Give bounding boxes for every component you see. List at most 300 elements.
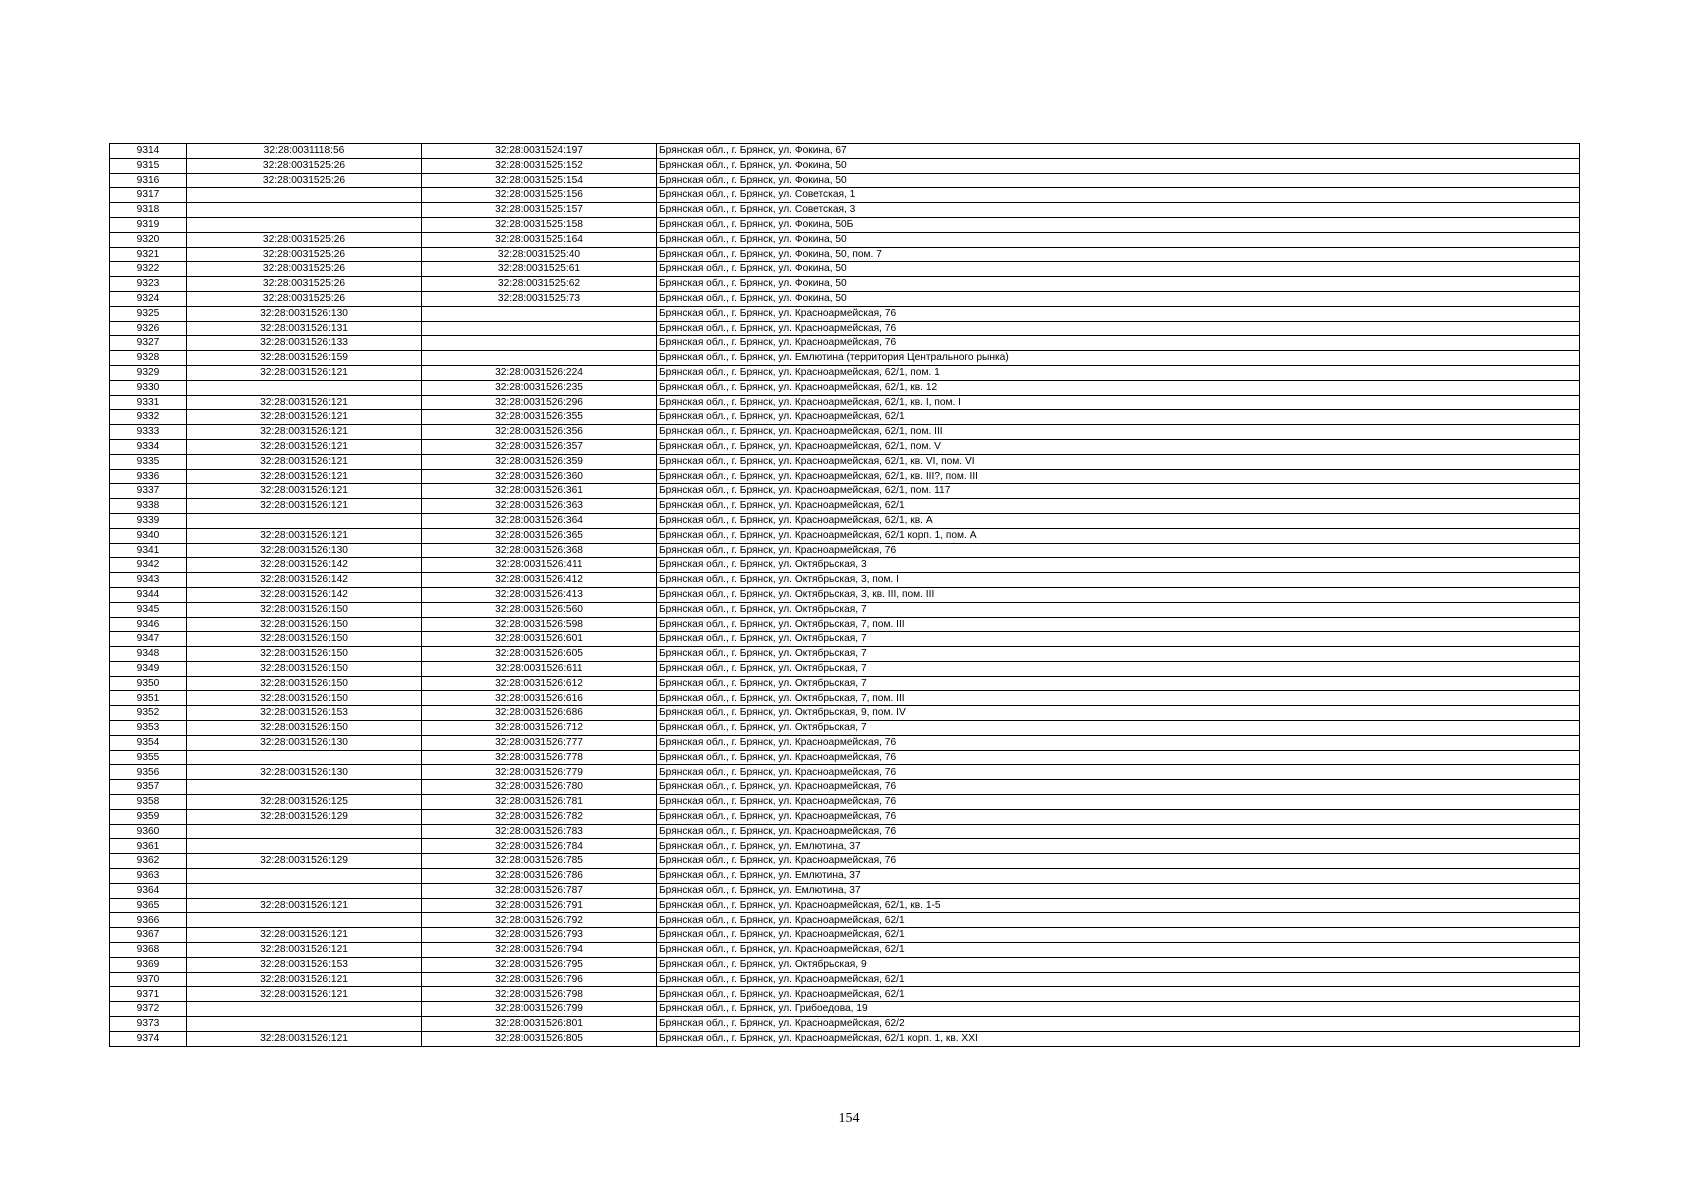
table-row (110, 1031, 1580, 1046)
parcel-number-cell: 32:28:0031526:159 (187, 351, 422, 366)
row-number-cell: 9336 (110, 469, 187, 484)
row-number-cell: 9359 (110, 809, 187, 824)
table-row (110, 706, 1580, 721)
parcel-number-cell: 32:28:0031526:150 (187, 602, 422, 617)
table-row (110, 247, 1580, 262)
table-row (110, 913, 1580, 928)
address-cell: Брянская обл., г. Брянск, ул. Красноармейская, 76 (657, 780, 1580, 795)
address-cell: Брянская обл., г. Брянск, ул. Октябрьская, 3 (657, 558, 1580, 573)
row-number-cell: 9341 (110, 543, 187, 558)
address-cell: Брянская обл., г. Брянск, ул. Красноармейская, 62/1, кв. 1-5 (657, 898, 1580, 913)
table-row (110, 661, 1580, 676)
table-row (110, 188, 1580, 203)
address-cell: Брянская обл., г. Брянск, ул. Октябрьская, 7 (657, 602, 1580, 617)
object-number-cell: 32:28:0031526:296 (422, 395, 657, 410)
object-number-cell: 32:28:0031525:62 (422, 277, 657, 292)
address-cell: Брянская обл., г. Брянск, ул. Октябрьская, 3, кв. III, пом. III (657, 587, 1580, 602)
object-number-cell: 32:28:0031525:158 (422, 217, 657, 232)
table-row (110, 602, 1580, 617)
parcel-number-cell: 32:28:0031526:121 (187, 987, 422, 1002)
object-number-cell: 32:28:0031526:560 (422, 602, 657, 617)
parcel-number-cell (187, 1002, 422, 1017)
parcel-number-cell: 32:28:0031526:130 (187, 306, 422, 321)
parcel-number-cell: 32:28:0031526:121 (187, 439, 422, 454)
parcel-number-cell: 32:28:0031525:26 (187, 277, 422, 292)
table-row (110, 262, 1580, 277)
address-cell: Брянская обл., г. Брянск, ул. Фокина, 50, пом. 7 (657, 247, 1580, 262)
row-number-cell: 9372 (110, 1002, 187, 1017)
address-cell: Брянская обл., г. Брянск, ул. Фокина, 50 (657, 291, 1580, 306)
address-cell: Брянская обл., г. Брянск, ул. Октябрьская, 7 (657, 661, 1580, 676)
table-row (110, 232, 1580, 247)
row-number-cell: 9356 (110, 765, 187, 780)
parcel-number-cell (187, 203, 422, 218)
row-number-cell: 9325 (110, 306, 187, 321)
object-number-cell: 32:28:0031525:61 (422, 262, 657, 277)
parcel-number-cell: 32:28:0031526:150 (187, 632, 422, 647)
row-number-cell: 9337 (110, 484, 187, 499)
object-number-cell: 32:28:0031526:598 (422, 617, 657, 632)
registry-table-body (110, 144, 1580, 1047)
object-number-cell: 32:28:0031526:712 (422, 721, 657, 736)
row-number-cell: 9360 (110, 824, 187, 839)
row-number-cell: 9361 (110, 839, 187, 854)
table-row (110, 587, 1580, 602)
object-number-cell: 32:28:0031525:164 (422, 232, 657, 247)
parcel-number-cell (187, 913, 422, 928)
row-number-cell: 9328 (110, 351, 187, 366)
address-cell: Брянская обл., г. Брянск, ул. Октябрьская, 9, пом. IV (657, 706, 1580, 721)
parcel-number-cell: 32:28:0031526:121 (187, 972, 422, 987)
object-number-cell: 32:28:0031526:786 (422, 869, 657, 884)
table-row (110, 765, 1580, 780)
object-number-cell: 32:28:0031526:601 (422, 632, 657, 647)
table-row (110, 425, 1580, 440)
row-number-cell: 9327 (110, 336, 187, 351)
row-number-cell: 9366 (110, 913, 187, 928)
row-number-cell: 9322 (110, 262, 187, 277)
object-number-cell: 32:28:0031526:357 (422, 439, 657, 454)
object-number-cell: 32:28:0031525:154 (422, 173, 657, 188)
address-cell: Брянская обл., г. Брянск, ул. Красноармейская, 76 (657, 543, 1580, 558)
address-cell: Брянская обл., г. Брянск, ул. Красноармейская, 76 (657, 735, 1580, 750)
address-cell: Брянская обл., г. Брянск, ул. Красноармейская, 76 (657, 795, 1580, 810)
address-cell: Брянская обл., г. Брянск, ул. Емлютина (территория Центрального рынка) (657, 351, 1580, 366)
object-number-cell: 32:28:0031526:356 (422, 425, 657, 440)
address-cell: Брянская обл., г. Брянск, ул. Советская, 1 (657, 188, 1580, 203)
parcel-number-cell (187, 1017, 422, 1032)
object-number-cell: 32:28:0031525:156 (422, 188, 657, 203)
parcel-number-cell: 32:28:0031526:121 (187, 1031, 422, 1046)
address-cell: Брянская обл., г. Брянск, ул. Красноармейская, 76 (657, 321, 1580, 336)
object-number-cell: 32:28:0031526:794 (422, 943, 657, 958)
address-cell: Брянская обл., г. Брянск, ул. Красноармейская, 62/1, пом. 117 (657, 484, 1580, 499)
object-number-cell: 32:28:0031526:777 (422, 735, 657, 750)
parcel-number-cell: 32:28:0031526:142 (187, 587, 422, 602)
row-number-cell: 9326 (110, 321, 187, 336)
table-row (110, 647, 1580, 662)
address-cell: Брянская обл., г. Брянск, ул. Красноармейская, 62/1, кв. VI, пом. VI (657, 454, 1580, 469)
table-row (110, 898, 1580, 913)
object-number-cell: 32:28:0031526:792 (422, 913, 657, 928)
table-row (110, 336, 1580, 351)
object-number-cell: 32:28:0031526:791 (422, 898, 657, 913)
object-number-cell: 32:28:0031526:787 (422, 883, 657, 898)
parcel-number-cell: 32:28:0031526:121 (187, 425, 422, 440)
table-row (110, 780, 1580, 795)
table-row (110, 809, 1580, 824)
address-cell: Брянская обл., г. Брянск, ул. Октябрьская, 7 (657, 721, 1580, 736)
object-number-cell: 32:28:0031526:611 (422, 661, 657, 676)
parcel-number-cell (187, 883, 422, 898)
table-row (110, 676, 1580, 691)
address-cell: Брянская обл., г. Брянск, ул. Октябрьская, 9 (657, 957, 1580, 972)
object-number-cell: 32:28:0031526:798 (422, 987, 657, 1002)
parcel-number-cell: 32:28:0031526:130 (187, 765, 422, 780)
address-cell: Брянская обл., г. Брянск, ул. Красноармейская, 62/1 корп. 1, кв. XXI (657, 1031, 1580, 1046)
object-number-cell: 32:28:0031526:781 (422, 795, 657, 810)
table-row (110, 1017, 1580, 1032)
table-row (110, 306, 1580, 321)
parcel-number-cell (187, 217, 422, 232)
object-number-cell: 32:28:0031526:782 (422, 809, 657, 824)
row-number-cell: 9317 (110, 188, 187, 203)
parcel-number-cell: 32:28:0031525:26 (187, 247, 422, 262)
parcel-number-cell (187, 380, 422, 395)
row-number-cell: 9351 (110, 691, 187, 706)
object-number-cell: 32:28:0031526:355 (422, 410, 657, 425)
address-cell: Брянская обл., г. Брянск, ул. Фокина, 50 (657, 158, 1580, 173)
table-row (110, 291, 1580, 306)
table-row (110, 1002, 1580, 1017)
parcel-number-cell: 32:28:0031526:121 (187, 528, 422, 543)
parcel-number-cell: 32:28:0031526:153 (187, 706, 422, 721)
address-cell: Брянская обл., г. Брянск, ул. Красноармейская, 62/1, кв. I, пом. I (657, 395, 1580, 410)
object-number-cell (422, 351, 657, 366)
parcel-number-cell (187, 780, 422, 795)
parcel-number-cell: 32:28:0031526:129 (187, 854, 422, 869)
table-row (110, 277, 1580, 292)
row-number-cell: 9330 (110, 380, 187, 395)
object-number-cell: 32:28:0031525:157 (422, 203, 657, 218)
object-number-cell: 32:28:0031524:197 (422, 144, 657, 159)
table-row (110, 217, 1580, 232)
table-row (110, 158, 1580, 173)
address-cell: Брянская обл., г. Брянск, ул. Красноармейская, 62/1, пом. V (657, 439, 1580, 454)
object-number-cell: 32:28:0031526:785 (422, 854, 657, 869)
table-row (110, 883, 1580, 898)
object-number-cell: 32:28:0031525:40 (422, 247, 657, 262)
address-cell: Брянская обл., г. Брянск, ул. Красноармейская, 62/1 корп. 1, пом. А (657, 528, 1580, 543)
object-number-cell: 32:28:0031526:799 (422, 1002, 657, 1017)
address-cell: Брянская обл., г. Брянск, ул. Октябрьская, 3, пом. I (657, 573, 1580, 588)
table-row (110, 395, 1580, 410)
object-number-cell: 32:28:0031526:411 (422, 558, 657, 573)
object-number-cell: 32:28:0031526:805 (422, 1031, 657, 1046)
row-number-cell: 9344 (110, 587, 187, 602)
row-number-cell: 9340 (110, 528, 187, 543)
row-number-cell: 9368 (110, 943, 187, 958)
address-cell: Брянская обл., г. Брянск, ул. Красноармейская, 62/1 (657, 972, 1580, 987)
object-number-cell (422, 321, 657, 336)
address-cell: Брянская обл., г. Брянск, ул. Емлютина, 37 (657, 839, 1580, 854)
table-row (110, 144, 1580, 159)
table-row (110, 558, 1580, 573)
table-row (110, 839, 1580, 854)
parcel-number-cell (187, 824, 422, 839)
address-cell: Брянская обл., г. Брянск, ул. Красноармейская, 76 (657, 750, 1580, 765)
parcel-number-cell: 32:28:0031526:129 (187, 809, 422, 824)
row-number-cell: 9320 (110, 232, 187, 247)
address-cell: Брянская обл., г. Брянск, ул. Красноармейская, 62/1 (657, 410, 1580, 425)
table-row (110, 795, 1580, 810)
parcel-number-cell: 32:28:0031526:121 (187, 943, 422, 958)
table-row (110, 484, 1580, 499)
row-number-cell: 9354 (110, 735, 187, 750)
row-number-cell: 9365 (110, 898, 187, 913)
row-number-cell: 9353 (110, 721, 187, 736)
parcel-number-cell: 32:28:0031526:150 (187, 661, 422, 676)
table-row (110, 543, 1580, 558)
table-row (110, 943, 1580, 958)
address-cell: Брянская обл., г. Брянск, ул. Красноармейская, 62/1 (657, 499, 1580, 514)
parcel-number-cell: 32:28:0031526:133 (187, 336, 422, 351)
address-cell: Брянская обл., г. Брянск, ул. Красноармейская, 62/1, кв. 12 (657, 380, 1580, 395)
table-row (110, 499, 1580, 514)
table-row (110, 454, 1580, 469)
object-number-cell (422, 306, 657, 321)
table-row (110, 321, 1580, 336)
address-cell: Брянская обл., г. Брянск, ул. Красноармейская, 76 (657, 809, 1580, 824)
row-number-cell: 9339 (110, 513, 187, 528)
table-row (110, 469, 1580, 484)
row-number-cell: 9363 (110, 869, 187, 884)
row-number-cell: 9362 (110, 854, 187, 869)
row-number-cell: 9315 (110, 158, 187, 173)
object-number-cell: 32:28:0031526:686 (422, 706, 657, 721)
address-cell: Брянская обл., г. Брянск, ул. Фокина, 50 (657, 262, 1580, 277)
object-number-cell: 32:28:0031526:224 (422, 365, 657, 380)
address-cell: Брянская обл., г. Брянск, ул. Красноармейская, 62/1 (657, 943, 1580, 958)
object-number-cell: 32:28:0031526:235 (422, 380, 657, 395)
row-number-cell: 9352 (110, 706, 187, 721)
object-number-cell: 32:28:0031526:360 (422, 469, 657, 484)
address-cell: Брянская обл., г. Брянск, ул. Красноармейская, 62/2 (657, 1017, 1580, 1032)
row-number-cell: 9355 (110, 750, 187, 765)
registry-table (109, 143, 1580, 1047)
table-row (110, 869, 1580, 884)
table-row (110, 203, 1580, 218)
parcel-number-cell: 32:28:0031526:121 (187, 454, 422, 469)
table-row (110, 928, 1580, 943)
object-number-cell: 32:28:0031526:412 (422, 573, 657, 588)
row-number-cell: 9334 (110, 439, 187, 454)
row-number-cell: 9319 (110, 217, 187, 232)
object-number-cell: 32:28:0031526:796 (422, 972, 657, 987)
table-row (110, 854, 1580, 869)
row-number-cell: 9333 (110, 425, 187, 440)
table-row (110, 632, 1580, 647)
object-number-cell: 32:28:0031525:152 (422, 158, 657, 173)
row-number-cell: 9373 (110, 1017, 187, 1032)
object-number-cell: 32:28:0031525:73 (422, 291, 657, 306)
address-cell: Брянская обл., г. Брянск, ул. Красноармейская, 62/1, пом. 1 (657, 365, 1580, 380)
parcel-number-cell (187, 513, 422, 528)
row-number-cell: 9338 (110, 499, 187, 514)
parcel-number-cell (187, 869, 422, 884)
address-cell: Брянская обл., г. Брянск, ул. Емлютина, 37 (657, 869, 1580, 884)
parcel-number-cell: 32:28:0031525:26 (187, 262, 422, 277)
parcel-number-cell: 32:28:0031526:130 (187, 735, 422, 750)
parcel-number-cell: 32:28:0031525:26 (187, 291, 422, 306)
row-number-cell: 9335 (110, 454, 187, 469)
table-row (110, 750, 1580, 765)
table-row (110, 617, 1580, 632)
row-number-cell: 9332 (110, 410, 187, 425)
table-row (110, 824, 1580, 839)
address-cell: Брянская обл., г. Брянск, ул. Октябрьская, 7, пом. III (657, 691, 1580, 706)
address-cell: Брянская обл., г. Брянск, ул. Красноармейская, 62/1, кв. III?, пом. III (657, 469, 1580, 484)
parcel-number-cell: 32:28:0031526:121 (187, 499, 422, 514)
object-number-cell: 32:28:0031526:801 (422, 1017, 657, 1032)
row-number-cell: 9371 (110, 987, 187, 1002)
address-cell: Брянская обл., г. Брянск, ул. Красноармейская, 62/1 (657, 913, 1580, 928)
parcel-number-cell: 32:28:0031526:121 (187, 484, 422, 499)
row-number-cell: 9374 (110, 1031, 187, 1046)
parcel-number-cell: 32:28:0031526:121 (187, 410, 422, 425)
parcel-number-cell: 32:28:0031526:131 (187, 321, 422, 336)
row-number-cell: 9349 (110, 661, 187, 676)
row-number-cell: 9346 (110, 617, 187, 632)
row-number-cell: 9367 (110, 928, 187, 943)
parcel-number-cell: 32:28:0031118:56 (187, 144, 422, 159)
address-cell: Брянская обл., г. Брянск, ул. Красноармейская, 76 (657, 306, 1580, 321)
row-number-cell: 9345 (110, 602, 187, 617)
object-number-cell: 32:28:0031526:363 (422, 499, 657, 514)
object-number-cell: 32:28:0031526:359 (422, 454, 657, 469)
row-number-cell: 9364 (110, 883, 187, 898)
row-number-cell: 9316 (110, 173, 187, 188)
address-cell: Брянская обл., г. Брянск, ул. Красноармейская, 76 (657, 336, 1580, 351)
address-cell: Брянская обл., г. Брянск, ул. Фокина, 50 (657, 277, 1580, 292)
table-row (110, 528, 1580, 543)
parcel-number-cell: 32:28:0031526:142 (187, 558, 422, 573)
row-number-cell: 9357 (110, 780, 187, 795)
parcel-number-cell: 32:28:0031526:153 (187, 957, 422, 972)
row-number-cell: 9321 (110, 247, 187, 262)
row-number-cell: 9370 (110, 972, 187, 987)
object-number-cell: 32:28:0031526:783 (422, 824, 657, 839)
table-row (110, 573, 1580, 588)
table-row (110, 721, 1580, 736)
table-row (110, 380, 1580, 395)
row-number-cell: 9329 (110, 365, 187, 380)
parcel-number-cell (187, 839, 422, 854)
address-cell: Брянская обл., г. Брянск, ул. Грибоедова, 19 (657, 1002, 1580, 1017)
object-number-cell: 32:28:0031526:780 (422, 780, 657, 795)
parcel-number-cell (187, 750, 422, 765)
parcel-number-cell: 32:28:0031526:121 (187, 469, 422, 484)
table-row (110, 351, 1580, 366)
parcel-number-cell: 32:28:0031526:150 (187, 617, 422, 632)
object-number-cell: 32:28:0031526:413 (422, 587, 657, 602)
row-number-cell: 9358 (110, 795, 187, 810)
table-row (110, 691, 1580, 706)
parcel-number-cell: 32:28:0031526:150 (187, 647, 422, 662)
parcel-number-cell: 32:28:0031526:121 (187, 365, 422, 380)
address-cell: Брянская обл., г. Брянск, ул. Советская, 3 (657, 203, 1580, 218)
parcel-number-cell: 32:28:0031526:121 (187, 898, 422, 913)
parcel-number-cell: 32:28:0031526:125 (187, 795, 422, 810)
table-row (110, 957, 1580, 972)
row-number-cell: 9347 (110, 632, 187, 647)
parcel-number-cell: 32:28:0031525:26 (187, 232, 422, 247)
table-row (110, 735, 1580, 750)
object-number-cell: 32:28:0031526:361 (422, 484, 657, 499)
parcel-number-cell: 32:28:0031526:150 (187, 676, 422, 691)
parcel-number-cell: 32:28:0031526:130 (187, 543, 422, 558)
table-row (110, 513, 1580, 528)
address-cell: Брянская обл., г. Брянск, ул. Октябрьская, 7, пом. III (657, 617, 1580, 632)
row-number-cell: 9350 (110, 676, 187, 691)
table-row (110, 439, 1580, 454)
parcel-number-cell: 32:28:0031526:121 (187, 395, 422, 410)
table-row (110, 173, 1580, 188)
address-cell: Брянская обл., г. Брянск, ул. Фокина, 50 (657, 173, 1580, 188)
row-number-cell: 9323 (110, 277, 187, 292)
address-cell: Брянская обл., г. Брянск, ул. Октябрьская, 7 (657, 676, 1580, 691)
address-cell: Брянская обл., г. Брянск, ул. Фокина, 67 (657, 144, 1580, 159)
table-row (110, 987, 1580, 1002)
object-number-cell: 32:28:0031526:365 (422, 528, 657, 543)
object-number-cell: 32:28:0031526:616 (422, 691, 657, 706)
parcel-number-cell (187, 188, 422, 203)
address-cell: Брянская обл., г. Брянск, ул. Емлютина, 37 (657, 883, 1580, 898)
row-number-cell: 9314 (110, 144, 187, 159)
row-number-cell: 9342 (110, 558, 187, 573)
address-cell: Брянская обл., г. Брянск, ул. Октябрьская, 7 (657, 647, 1580, 662)
object-number-cell: 32:28:0031526:612 (422, 676, 657, 691)
parcel-number-cell: 32:28:0031526:150 (187, 721, 422, 736)
row-number-cell: 9331 (110, 395, 187, 410)
object-number-cell: 32:28:0031526:779 (422, 765, 657, 780)
parcel-number-cell: 32:28:0031525:26 (187, 158, 422, 173)
address-cell: Брянская обл., г. Брянск, ул. Фокина, 50 (657, 232, 1580, 247)
object-number-cell: 32:28:0031526:364 (422, 513, 657, 528)
object-number-cell: 32:28:0031526:795 (422, 957, 657, 972)
parcel-number-cell: 32:28:0031526:121 (187, 928, 422, 943)
table-row (110, 410, 1580, 425)
parcel-number-cell: 32:28:0031525:26 (187, 173, 422, 188)
object-number-cell: 32:28:0031526:784 (422, 839, 657, 854)
address-cell: Брянская обл., г. Брянск, ул. Красноармейская, 62/1 (657, 928, 1580, 943)
page-number: 154 (838, 1111, 860, 1126)
address-cell: Брянская обл., г. Брянск, ул. Красноармейская, 76 (657, 765, 1580, 780)
object-number-cell: 32:28:0031526:778 (422, 750, 657, 765)
address-cell: Брянская обл., г. Брянск, ул. Красноармейская, 62/1, пом. III (657, 425, 1580, 440)
object-number-cell: 32:28:0031526:368 (422, 543, 657, 558)
row-number-cell: 9343 (110, 573, 187, 588)
table-row (110, 972, 1580, 987)
object-number-cell (422, 336, 657, 351)
parcel-number-cell: 32:28:0031526:142 (187, 573, 422, 588)
row-number-cell: 9324 (110, 291, 187, 306)
object-number-cell: 32:28:0031526:605 (422, 647, 657, 662)
row-number-cell: 9318 (110, 203, 187, 218)
address-cell: Брянская обл., г. Брянск, ул. Красноармейская, 62/1, кв. А (657, 513, 1580, 528)
address-cell: Брянская обл., г. Брянск, ул. Красноармейская, 62/1 (657, 987, 1580, 1002)
object-number-cell: 32:28:0031526:793 (422, 928, 657, 943)
